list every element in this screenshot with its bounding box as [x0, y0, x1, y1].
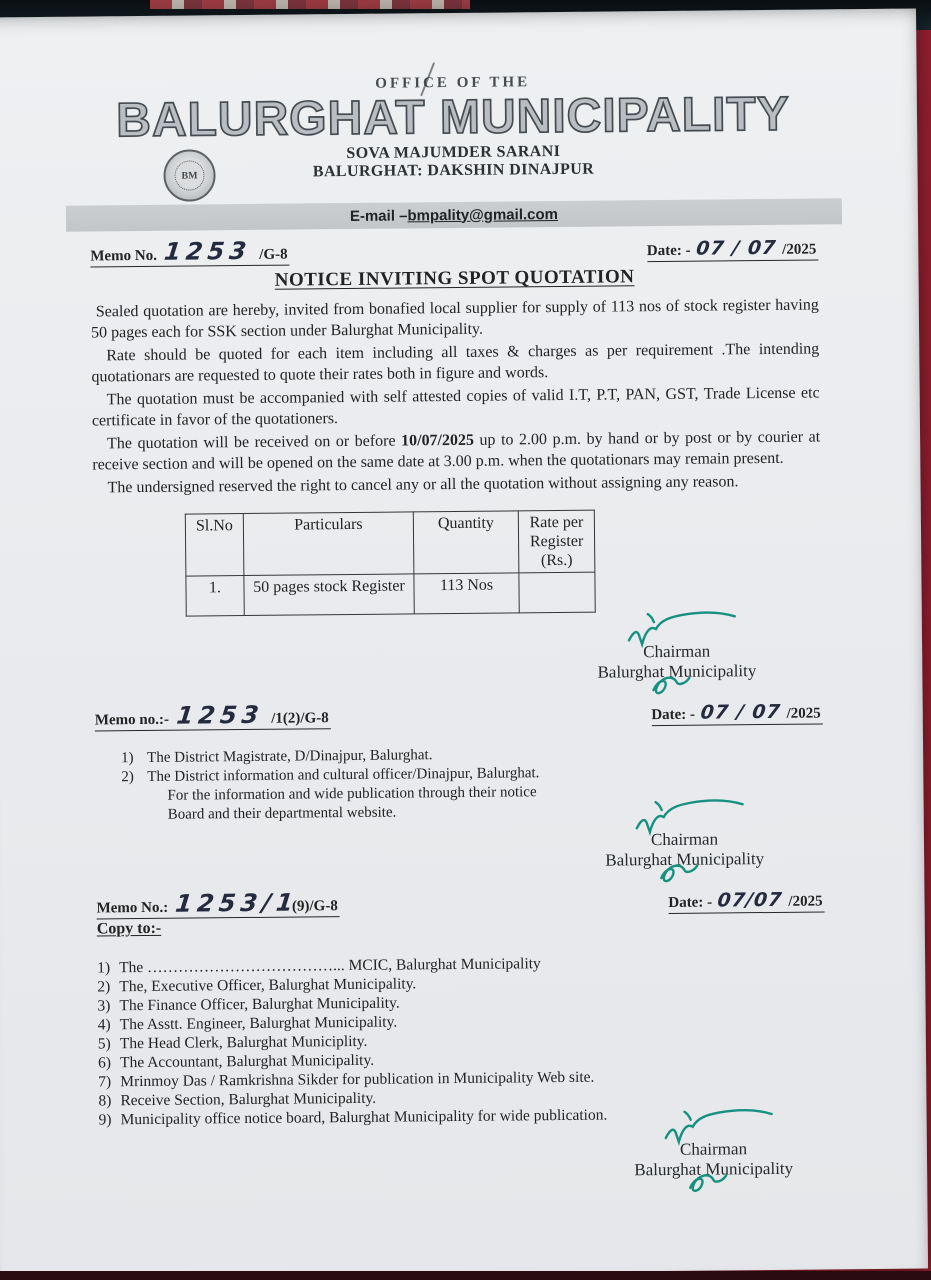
cell-rate	[519, 572, 595, 613]
memo-suffix: (9)/G-8	[291, 897, 338, 915]
signature-block-3	[634, 1138, 793, 1180]
item-number: 3)	[97, 996, 111, 1014]
address-line-2: BALURGHAT: DAKSHIN DINAJPUR	[312, 160, 595, 181]
initials-scribble	[650, 674, 694, 696]
cell-slno: 1.	[186, 575, 244, 616]
chairman-signature	[629, 795, 747, 838]
item-continuation: For the information and wide publication through their notice	[167, 783, 537, 804]
item-number: 9)	[98, 1110, 112, 1128]
col-slno: Sl.No	[185, 513, 244, 576]
date-label: Date: -	[668, 894, 713, 911]
memo-number-handwritten: 1253	[175, 700, 266, 730]
item-text: The Head Clerk, Balurghat Municiplity.	[119, 1032, 368, 1052]
item-text: Municipality office notice board, Balurghat Municipality for wide publication.	[120, 1106, 608, 1128]
date-label: Date: -	[646, 242, 691, 260]
email-band	[66, 198, 842, 231]
signature-block-2	[605, 829, 764, 871]
memo-suffix: /1(2)/G-8	[271, 709, 329, 727]
memo-label: Memo No.:	[96, 899, 169, 916]
memo-number-3	[96, 888, 339, 919]
date-handwritten: 07 / 07	[695, 236, 778, 260]
signature-block-1	[597, 641, 756, 683]
notice-paragraph-5: The undersigned reserved the right to cancel any or all the quotation without assigning any reason.	[107, 473, 739, 497]
signatory-title: Chairman	[643, 641, 711, 661]
office-of-the-line: OFFICE OF THE	[375, 74, 531, 92]
date-handwritten: 07 / 07	[699, 700, 783, 724]
item-number: 2)	[121, 768, 134, 785]
date-handwritten: 07/07	[716, 888, 784, 912]
address-line-1: SOVA MAJUMDER SARANI	[346, 142, 561, 163]
notice-paragraph-2: Rate should be quoted for each item including all taxes & charges as per requirement .The intending quotationars are requested to quote their rates both in figure and words.	[91, 340, 820, 385]
item-text: The District information and cultural officer/Dinajpur, Balurghat.	[147, 764, 540, 785]
date-1	[646, 236, 819, 262]
date-year: /2025	[786, 704, 821, 722]
email-address: bmpality@gmail.com	[407, 205, 559, 224]
copy-list	[97, 951, 827, 1129]
memo-number-1	[90, 236, 289, 268]
signatory-organization: Balurghat Municipality	[634, 1158, 794, 1179]
notice-body	[91, 295, 821, 498]
notice-paragraph-1: Sealed quotation are hereby, invited from bonafied local supplier for supply of 113 nos of stock register having 50 pages each for SSK section under Balurghat Municipality.	[90, 296, 819, 341]
memo-number-handwritten: 1253	[163, 236, 254, 266]
item-text: The District Magistrate, D/Dinajpur, Balurghat.	[147, 746, 433, 766]
item-number: 5)	[97, 1034, 111, 1052]
date-label: Date: -	[651, 706, 696, 723]
notice-paragraph-3: The quotation must be accompanied with self attested copies of valid I.T, P.T, PAN, GST, Trade License etc certificate in favor of the quotationers.	[91, 384, 820, 429]
signatory-organization: Balurghat Municipality	[597, 660, 757, 682]
backdrop-top-object	[150, 0, 470, 9]
item-text: The Finance Officer, Balurghat Municipality.	[119, 994, 400, 1014]
item-text: The Asstt. Engineer, Balurghat Municipality.	[119, 1013, 398, 1033]
date-2	[651, 700, 823, 726]
item-number: 4)	[97, 1015, 111, 1033]
col-particulars: Particulars	[243, 511, 414, 575]
municipality-title: BALURGHAT MUNICIPALITY	[116, 87, 790, 148]
seal-monogram: BM	[174, 160, 204, 190]
document-page	[0, 9, 928, 1278]
chairman-signature	[658, 1104, 776, 1147]
date-3	[668, 888, 824, 913]
copy-to-label: Copy to:-	[96, 919, 162, 937]
date-year: /2025	[782, 241, 817, 258]
notice-title: NOTICE INVITING SPOT QUOTATION	[274, 266, 635, 291]
initials-scribble	[686, 1172, 730, 1194]
date-year: /2025	[788, 892, 823, 910]
item-number: 1)	[97, 958, 111, 976]
signatory-title: Chairman	[679, 1138, 748, 1159]
chairman-signature	[621, 607, 739, 650]
cell-quantity: 113 Nos	[414, 572, 519, 613]
item-text: The, Executive Officer, Balurghat Municipality.	[119, 974, 417, 995]
memo-number-handwritten: 1253/1	[174, 888, 300, 918]
memo-suffix: /G-8	[259, 246, 288, 263]
item-text: The ………………………………... MCIC, Balurghat Municipality	[119, 954, 541, 976]
item-number: 2)	[97, 977, 111, 995]
item-continuation: Board and their departmental website.	[167, 804, 397, 823]
memo-row-1	[90, 236, 818, 267]
item-number: 1)	[121, 749, 134, 766]
col-quantity: Quantity	[413, 510, 519, 573]
table-row	[186, 572, 595, 616]
item-number: 8)	[98, 1091, 112, 1109]
memo-label: Memo no.:-	[94, 711, 169, 728]
cell-particulars: 50 pages stock Register	[244, 573, 414, 615]
backdrop-bottom-shadow	[0, 1271, 931, 1280]
email-label: E-mail –	[349, 206, 408, 225]
memo-label: Memo No.	[90, 247, 158, 265]
signatory-organization: Balurghat Municipality	[605, 848, 765, 870]
item-number: 6)	[97, 1053, 112, 1071]
p4-pre: The quotation will be received on or before	[107, 432, 402, 453]
item-text: Mrinmoy Das / Ramkrishna Sikder for publication in Municipality Web site.	[120, 1068, 595, 1090]
memo-number-2	[94, 700, 331, 731]
letterhead	[89, 72, 818, 184]
item-number: 7)	[98, 1072, 112, 1090]
memo-row-2	[94, 700, 823, 731]
table-header-row	[185, 510, 595, 576]
item-text: The Accountant, Balurghat Municipality.	[119, 1051, 375, 1071]
p4-post: up to 2.00 p.m. by hand or by post or by courier at receive section and will be opened on the same date at 3.00 p.m. when the quotationars may remain present.	[92, 428, 821, 473]
notice-paragraph-4	[92, 427, 820, 475]
quotation-table	[185, 509, 596, 616]
municipality-seal-icon	[163, 149, 215, 201]
deadline-date: 10/07/2025	[400, 431, 475, 450]
initials-scribble	[657, 862, 701, 884]
signatory-title: Chairman	[650, 828, 719, 849]
col-rate: Rate per Register (Rs.)	[518, 510, 595, 573]
item-text: Receive Section, Balurghat Municipality.	[120, 1089, 377, 1109]
